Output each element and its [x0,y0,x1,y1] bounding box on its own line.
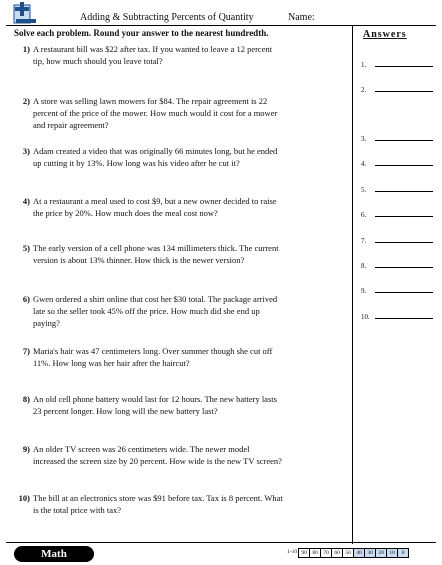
answers-title: Answers [363,29,407,40]
answer-row [361,182,433,194]
answer-blank[interactable] [375,191,433,192]
answer-number: 9. [361,287,367,295]
answers-panel [352,26,435,544]
score-table [285,548,409,558]
score-cell: 30 [364,548,376,558]
problem-text: An older TV screen was 26 centimeters wide. The newer model increased the screen size by 20 percent. How wide is the new TV screen? [33,444,282,466]
problem-text: Adam created a video that was originally 66 minutes long, but he ended up cutting it by 13%. How long was his video after he cut it? [33,146,278,168]
worksheet-title: Adding & Subtracting Percents of Quantity [80,12,254,23]
problem-text: A store was selling lawn mowers for $84. The repair agreement is 22 percent of the price of the mower. How much would it cost for a mower and repair agreement? [33,96,278,130]
answer-row [361,283,433,295]
answer-blank[interactable] [375,267,433,268]
score-cell: 70 [320,548,332,558]
problem-number: 6) [22,294,30,304]
answer-number: 5. [361,186,367,194]
answer-blank[interactable] [375,91,433,92]
problem-number: 3) [22,146,30,156]
score-cell: 10 [386,548,398,558]
answer-row [361,309,433,321]
problem-text: An old cell phone battery would last for 12 hours. The new battery lasts 23 percent longer. How long will the new battery last? [33,394,277,416]
problem-number: 9) [22,444,30,454]
problem-number: 5) [22,243,30,253]
answer-row [361,82,433,94]
answer-blank[interactable] [375,318,433,319]
answer-blank[interactable] [375,66,433,67]
answer-row [361,57,433,69]
answer-row [361,258,433,270]
answer-row [361,207,433,219]
problem-text: A restaurant bill was $22 after tax. If you wanted to leave a 12 percent tip, how much should you leave total? [33,44,273,66]
answer-number: 7. [361,237,367,245]
answer-row [361,131,433,143]
answer-number: 10. [361,313,370,321]
problem-number: 10) [18,493,30,503]
answer-blank[interactable] [375,292,433,293]
answer-row [361,156,433,168]
score-cell: 80 [309,548,321,558]
score-cell: 50 [342,548,354,558]
problem-text: The bill at an electronics store was $91 before tax. Tax is 8 percent. What is the total price with tax? [33,493,283,515]
answer-row [361,233,433,245]
name-label: Name: [288,12,315,23]
answer-number: 3. [361,135,367,143]
score-cell: 60 [331,548,343,558]
problem-number: 2) [22,96,30,106]
answer-blank[interactable] [375,165,433,166]
score-cell: 20 [375,548,387,558]
answer-blank[interactable] [375,216,433,217]
answer-number: 8. [361,262,367,270]
score-cell: 0 [397,548,409,558]
answer-number: 4. [361,160,367,168]
problem-text: The early version of a cell phone was 134 millimeters thick. The current version is about 13% thinner. How thick is the newer version? [33,243,279,265]
subject-badge: Math [14,546,94,562]
answer-blank[interactable] [375,140,433,141]
answer-number: 2. [361,86,367,94]
footer-divider [6,542,436,543]
instructions: Solve each problem. Round your answer to the nearest hundredth. [14,28,269,38]
problem-number: 4) [22,196,30,206]
problem-text: At a restaurant a meal used to cost $9, but a new owner decided to raise the price by 20%. How much does the meal cost now? [33,196,277,218]
problem-text: Maria's hair was 47 centimeters long. Over summer though she cut off 11%. How long was her hair after the haircut? [33,346,273,368]
answer-number: 6. [361,211,367,219]
problem-number: 7) [22,346,30,356]
score-cell: 90 [298,548,310,558]
problem-number: 1) [22,44,30,54]
problem-number: 8) [22,394,30,404]
answer-blank[interactable] [375,242,433,243]
problem-text: Gwen ordered a shirt online that cost her $30 total. The package arrived late so the seller took 45% off the price. How much did she end up paying? [33,294,278,328]
score-cell: 40 [353,548,365,558]
answer-number: 1. [361,61,367,69]
score-label: 1-10 [287,549,298,555]
